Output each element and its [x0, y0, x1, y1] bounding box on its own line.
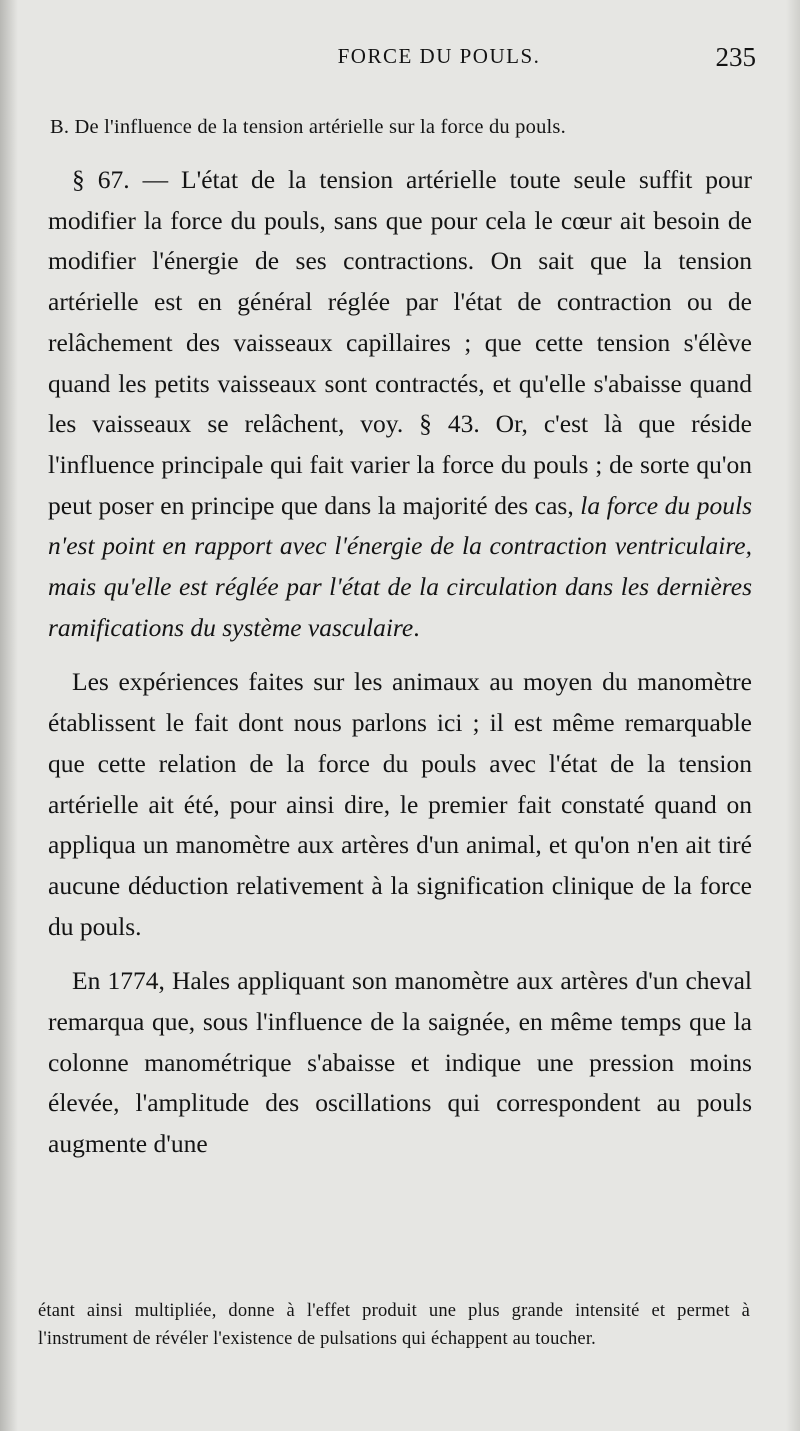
footnote: étant ainsi multipliée, donne à l'effet produit une plus grande intensité et permet à l'instrument de révéler l'existence de pulsations qui échappent au toucher. — [38, 1301, 750, 1349]
running-title: FORCE DU POULS. — [337, 44, 541, 68]
paragraph-3: En 1774, Hales appliquant son manomètre aux artères d'un cheval remarqua que, sous l'influence de la saignée, en même temps que la colonne manométrique s'abaisse et indique une pression moins élevée, l'amplitude des oscillations qui correspondent au pouls augmente d'une — [48, 966, 752, 1159]
paragraph-1-text: — L'état de la tension artérielle toute seule suffit pour modifier la force du pouls, sans que pour cela le cœur ait besoin de modifier l'énergie de ses contractions. On sait que la tension artérielle est en général réglée par l'état de contraction ou de relâchement des vaisseaux capillaires ; que cette tension s'élève quand les petits vaisseaux sont contractés, et qu'elle s'abaisse quand les vaisseaux se relâchent, voy. § 43. Or, c'est là que réside l'influence principale qui fait varier la force du pouls ; de sorte qu'on peut poser en principe que dans la majorité des cas, — [48, 165, 753, 520]
page-number: 235 — [715, 42, 756, 72]
body-text — [48, 112, 752, 1165]
section-subheading: B. De l'influence de la tension artérielle sur la force du pouls. — [50, 116, 566, 138]
paragraph-2: Les expériences faites sur les animaux au moyen du manomètre établissent le fait dont nous parlons ici ; il est même remarquable que cette relation de la force du pouls avec l'état de la tension artérielle ait été, pour ainsi dire, le premier fait constaté quand on appliqua un manomètre aux artères d'un animal, et qu'on n'en ait tiré aucune déduction relativement à la signification clinique de la force du pouls. — [48, 667, 752, 941]
page-header — [48, 40, 770, 80]
paragraph-1-italic: la force du pouls n'est point en rapport avec l'énergie de la contraction ventriculaire, mais qu'elle est réglée par l'état de la circulation dans les dernières ramifications du système vasculaire — [48, 490, 753, 642]
section-number: § 67. — [72, 165, 130, 194]
paragraph-1 — [48, 160, 752, 648]
paragraph-1-end: . — [413, 612, 420, 642]
